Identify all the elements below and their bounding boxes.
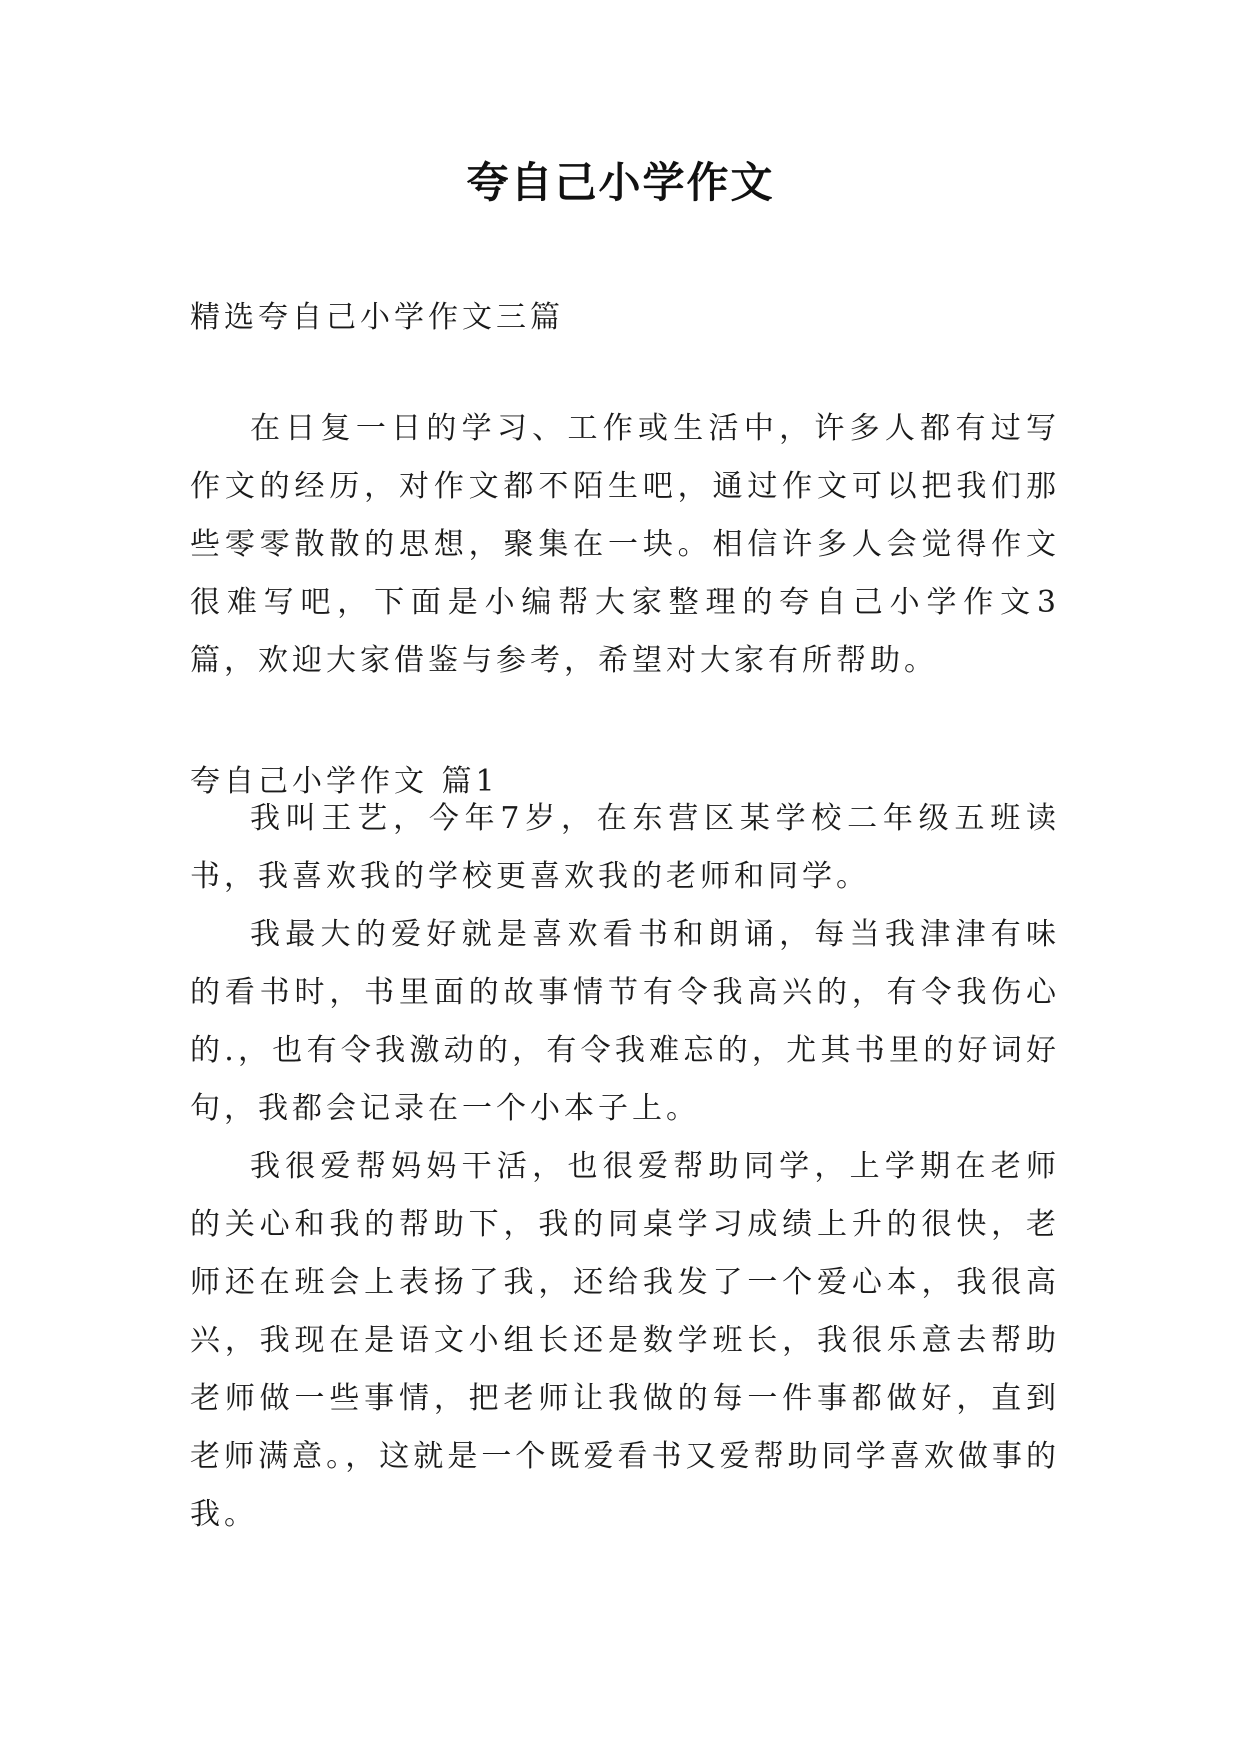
essay-paragraph-2: 我最大的爱好就是喜欢看书和朗诵，每当我津津有味的看书时，书里面的故事情节有令我高兴的，有令我伤心的.，也有令我激动的，有令我难忘的，尤其书里的好词好句，我都会记录在一个小本子上。 <box>190 917 1060 1126</box>
intro-section <box>190 400 1060 690</box>
essay-paragraph-3: 我很爱帮妈妈干活，也很爱帮助同学，上学期在老师的关心和我的帮助下，我的同桌学习成绩上升的很快，老师还在班会上表扬了我，还给我发了一个爱心本，我很高兴，我现在是语文小组长还是数学班长，我很乐意去帮助老师做一些事情，把老师让我做的每一件事都做好，直到老师满意。，这就是一个既爱看书又爱帮助同学喜欢做事的我。 <box>190 1149 1060 1532</box>
document-subtitle: 精选夸自己小学作文三篇 <box>190 300 564 335</box>
document-title: 夸自己小学作文 <box>466 158 775 207</box>
section-heading: 夸自己小学作文 篇1 <box>190 764 499 799</box>
essay-body <box>190 790 1060 1544</box>
essay-paragraph-1: 我叫王艺，今年7岁，在东营区某学校二年级五班读书，我喜欢我的学校更喜欢我的老师和同学。 <box>190 801 1060 894</box>
intro-paragraph: 在日复一日的学习、工作或生活中，许多人都有过写作文的经历，对作文都不陌生吧，通过作文可以把我们那些零零散散的思想，聚集在一块。相信许多人会觉得作文很难写吧，下面是小编帮大家整理的夸自己小学作文3篇，欢迎大家借鉴与参考，希望对大家有所帮助。 <box>190 411 1060 678</box>
